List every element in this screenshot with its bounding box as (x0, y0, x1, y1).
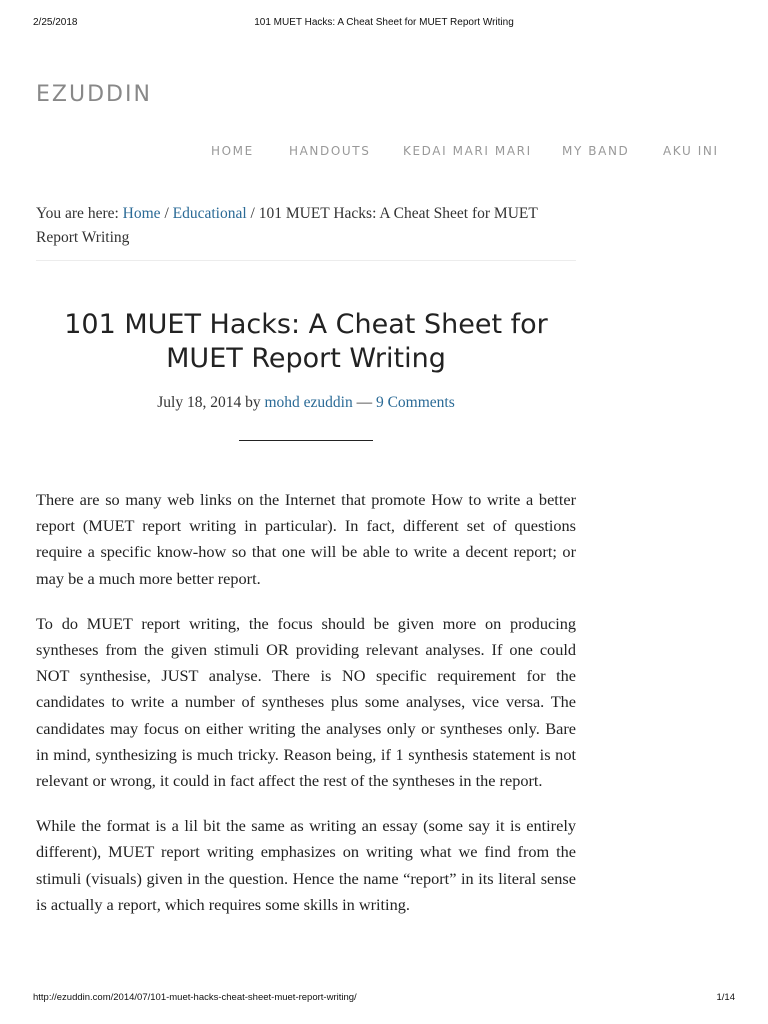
breadcrumb-separator: / (250, 205, 255, 222)
site-title[interactable]: EZUDDIN (36, 82, 152, 107)
post-author-link[interactable]: mohd ezuddin (264, 394, 353, 411)
print-header (33, 17, 735, 31)
print-page-title: 101 MUET Hacks: A Cheat Sheet for MUET Report Writing (254, 17, 514, 28)
print-url: http://ezuddin.com/2014/07/101-muet-hacks-cheat-sheet-muet-report-writing/ (33, 992, 357, 1003)
content-paragraph: There are so many web links on the Internet that promote How to write a better report (MUET report writing in particular). In fact, different set of questions require a specific know-how so that one will be able to write a decent report; or may be a much more better report. (36, 490, 576, 588)
post-meta (36, 392, 576, 414)
post-content (36, 487, 576, 937)
post-date: July 18, 2014 (157, 394, 242, 411)
post-meta-dash: — (356, 394, 373, 411)
print-page-number: 1/14 (716, 992, 735, 1003)
nav-item-aku-ini[interactable]: AKU INI (663, 144, 719, 158)
breadcrumb-divider (36, 260, 576, 261)
content-paragraph: To do MUET report writing, the focus should be given more on producing syntheses from the given stimuli OR providing relevant analyses. If one could NOT synthesise, JUST analyse. There is NO specific requirement for the candidates to write a number of syntheses plus some analyses, vice versa. The candidates may focus on either writing the analyses only or syntheses only. Bare in mind, synthesizing is much tricky. Reason being, if 1 synthesis statement is not relevant or wrong, it could in fact affect the rest of the syntheses in the report. (36, 613, 576, 791)
nav-item-kedai-mari-mari[interactable]: KEDAI MARI MARI (403, 144, 532, 158)
post-meta-divider (239, 440, 373, 441)
breadcrumb-separator: / (164, 205, 169, 222)
breadcrumb-current: 101 MUET Hacks: A Cheat Sheet for MUET Report Writing (36, 205, 538, 246)
breadcrumb-category-link[interactable]: Educational (172, 205, 247, 222)
breadcrumb-home-link[interactable]: Home (122, 205, 161, 222)
nav-item-home[interactable]: HOME (211, 144, 254, 158)
print-footer (33, 992, 735, 1006)
breadcrumb-prefix: You are here: (36, 205, 119, 222)
post-by: by (245, 394, 261, 411)
nav-item-my-band[interactable]: MY BAND (562, 144, 630, 158)
main-nav (0, 144, 768, 162)
post-comments-link[interactable]: 9 Comments (375, 394, 455, 411)
print-date: 2/25/2018 (33, 17, 78, 28)
post-title: 101 MUET Hacks: A Cheat Sheet for MUET Report Writing (64, 309, 548, 374)
nav-item-handouts[interactable]: HANDOUTS (289, 144, 371, 158)
content-paragraph: While the format is a lil bit the same as writing an essay (some say it is entirely different), MUET report writing emphasizes on writing what we find from the stimuli (visuals) given in the question. Hence the name “report” in its literal sense is actually a report, which requires some skills in writing. (36, 816, 576, 914)
breadcrumb (36, 202, 576, 250)
